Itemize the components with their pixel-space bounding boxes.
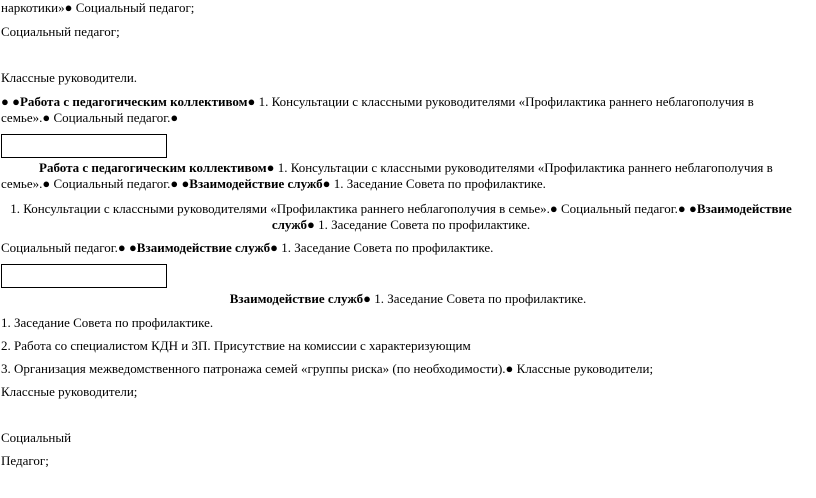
- line-class-teachers-2: Классные руководители;: [1, 384, 138, 399]
- line-pedagog: Педагог;: [1, 453, 49, 468]
- block-staff-work-1: ● ●Работа с педагогическим коллективом● 1. Консультации с классными руководителями «Профилактика раннего неблагополучия в семье».● Социальный педагог.●: [1, 94, 754, 125]
- block-staff-work-2: Работа с педагогическим коллективом● 1. Консультации с классными руководителями «Профилактика раннего неблагополучия в семье».● Социальный педагог.● ●Взаимодействие служб● 1. Заседание Совета по профилактике.: [1, 160, 773, 191]
- line-social-pedagog: Социальный педагог;: [1, 24, 120, 39]
- list-item-3: 3. Организация межведомственного патронажа семей «группы риска» (по необходимости).● Классные руководители;: [1, 361, 654, 376]
- list-item-2: 2. Работа со специалистом КДН и ЗП. Присутствие на комиссии с характеризующим: [1, 338, 471, 353]
- empty-box-2: [1, 264, 167, 288]
- line-class-teachers: Классные руководители.: [1, 70, 138, 85]
- block-services-interaction-1: Социальный педагог.● ●Взаимодействие служб● 1. Заседание Совета по профилактике.: [1, 240, 494, 255]
- line-social: Социальный: [1, 430, 72, 445]
- list-item-1: 1. Заседание Совета по профилактике.: [1, 315, 214, 330]
- block-services-interaction-2: Взаимодействие служб● 1. Заседание Совета по профилактике.: [229, 291, 587, 306]
- block-consultations: 1. Консультации с классными руководителями «Профилактика раннего неблагополучия в семье».● Социальный педагог.● ●Взаимодействие служб● 1. Заседание Совета по профилактике.: [10, 201, 792, 232]
- line-narcotics: наркотики»● Социальный педагог;: [1, 0, 195, 15]
- empty-box-1: [1, 134, 167, 158]
